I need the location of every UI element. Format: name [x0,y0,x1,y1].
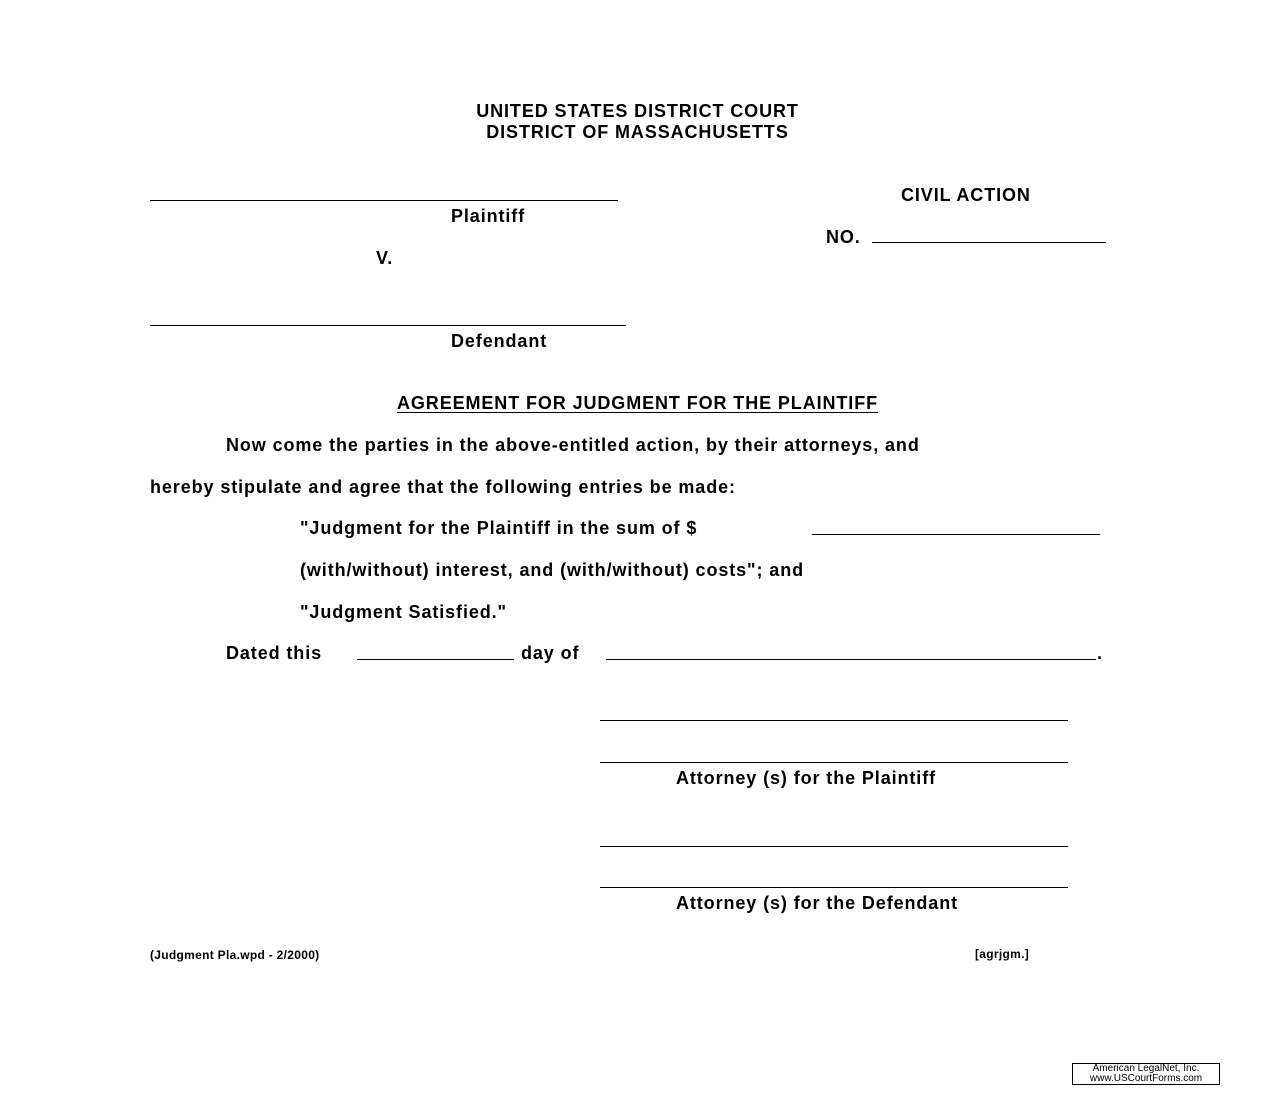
plaintiff-attorney-label: Attorney (s) for the Plaintiff [676,768,936,788]
defendant-attorney-signature-line-1 [600,846,1068,847]
court-district: DISTRICT OF MASSACHUSETTS [486,122,789,142]
dated-prefix: Dated this [226,643,323,663]
judgment-sum-text: "Judgment for the Plaintiff in the sum of $ [300,518,698,538]
defendant-name-line [150,325,626,326]
footer-form-code: [agrjgm.] [975,947,1030,961]
defendant-attorney-label: Attorney (s) for the Defendant [676,893,959,913]
court-name: UNITED STATES DISTRICT COURT [476,101,799,121]
defendant-label: Defendant [451,331,548,351]
plaintiff-name-line [150,200,618,201]
civil-action-label: CIVIL ACTION [901,185,1031,205]
interest-costs-text: (with/without) interest, and (with/without) costs"; and [300,560,804,580]
plaintiff-label: Plaintiff [451,206,526,226]
document-title: AGREEMENT FOR JUDGMENT FOR THE PLAINTIFF [397,393,878,413]
footer-file-reference: (Judgment Pla.wpd - 2/2000) [150,948,320,962]
case-number-line [872,242,1106,243]
versus-label: V. [376,248,394,268]
publisher-stamp [1072,1063,1220,1085]
judgment-satisfied-text: "Judgment Satisfied." [300,602,507,622]
plaintiff-attorney-signature-line-1 [600,720,1068,721]
publisher-website: www.USCourtForms.com [1089,1073,1203,1084]
judgment-sum-line [812,534,1100,535]
defendant-attorney-signature-line-2 [600,887,1068,888]
body-line-1: Now come the parties in the above-entitled action, by their attorneys, and [226,435,920,455]
month-year-line [606,659,1096,660]
plaintiff-attorney-signature-line-2 [600,762,1068,763]
case-number-label: NO. [826,227,861,247]
publisher-name: American LegalNet, Inc. [1092,1063,1200,1074]
dated-period: . [1097,643,1103,663]
day-line [357,659,514,660]
day-of-label: day of [521,643,580,663]
body-line-2: hereby stipulate and agree that the following entries be made: [150,477,736,497]
